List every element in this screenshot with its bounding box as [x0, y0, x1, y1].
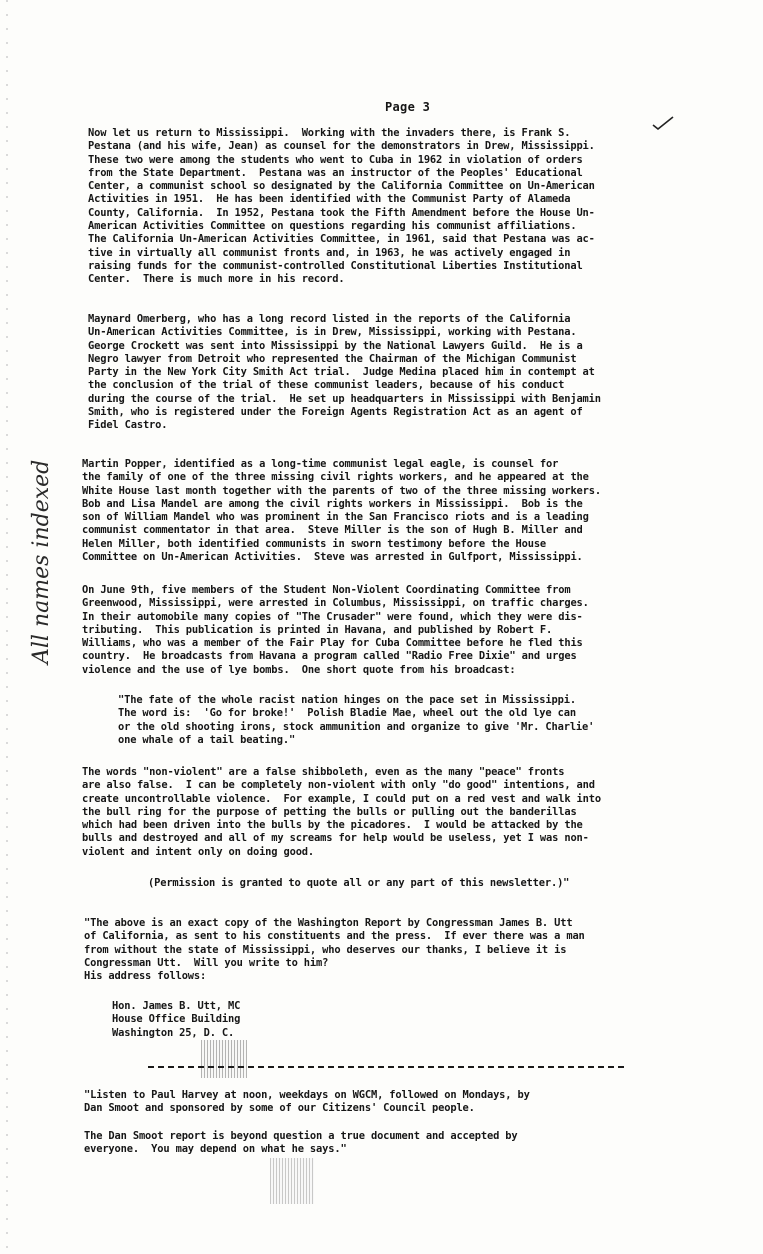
scan-artifact [201, 1040, 247, 1078]
dashed-divider [148, 1066, 624, 1068]
paragraph-omerberg: Maynard Omerberg, who has a long record listed in the reports of the California Un-American Activities Committee, is in Drew, Mississippi, working with Pestana. George Crockett was sent into Mississippi by the National Lawyers Guild. He is a Negro lawyer from Detroit who represented the Chairman of the Michigan Communist Party in the New York City Smith Act trial. Judge Medina placed him in contempt at the conclusion of the trial of these communist leaders, because of his conduct during the course of the trial. He set up headquarters in Mississippi with Benjamin Smith, who is registered under the Foreign Agents Registration Act as an agent of Fidel Castro. [88, 313, 601, 432]
paragraph-exact-copy: "The above is an exact copy of the Washington Report by Congressman James B. Utt of California, as sent to his constituents and the press. If ever there was a man from without the state of Mississippi, who deserves our thanks, I believe it is Congressman Utt. Will you write to him? His address follows: [84, 917, 585, 983]
scan-edge-artifact [6, 0, 8, 1254]
mailing-address: Hon. James B. Utt, MC House Office Building Washington 25, D. C. [112, 1000, 241, 1039]
paragraph-paul-harvey: "Listen to Paul Harvey at noon, weekdays on WGCM, followed on Mondays, by Dan Smoot and sponsored by some of our Citizens' Council people. [84, 1089, 530, 1115]
page-number: Page 3 [385, 100, 431, 114]
paragraph-popper: Martin Popper, identified as a long-time communist legal eagle, is counsel for the family of one of the three missing civil rights workers, and he appeared at the White House last month together with the parents of two of the three missing workers. Bob and Lisa Mandel are among the civil rights workers in Mississippi. Bob is the son of William Mandel who was prominent in the San Francisco riots and is a leading communist commentator in that area. Steve Miller is the son of Hugh B. Miller and Helen Miller, both identified communists in sworn testimony before the House Committee on Un-American Activities. Steve was arrested in Gulfport, Mississippi. [82, 458, 601, 564]
check-mark-icon [652, 116, 674, 130]
handwritten-margin-note: All names indexed [29, 459, 54, 664]
paragraph-pestana: Now let us return to Mississippi. Working with the invaders there, is Frank S. Pestana (and his wife, Jean) as counsel for the demonstrators in Drew, Mississippi. These two were among the students who went to Cuba in 1962 in violation of orders from the State Department. Pestana was an instructor of the Peoples' Educational Center, a communist school so designated by the California Committee on Un-American Activities in 1951. He has been identified with the Communist Party of Alameda County, California. In 1952, Pestana took the Fifth Amendment before the House Un- American Activities Committee on questions regarding his communist affiliations. The California Un-American Activities Committee, in 1961, said that Pestana was ac- tive in virtually all communist fronts and, in 1963, he was actively engaged in raising funds for the communist-controlled Constitutional Liberties Institutional Center. There is much more in his record. [88, 127, 595, 286]
paragraph-crusader: On June 9th, five members of the Student Non-Violent Coordinating Committee from Greenwood, Mississippi, were arrested in Columbus, Mississippi, on traffic charges. In their automobile many copies of "The Crusader" were found, which they were dis- tributing. This publication is printed in Havana, and published by Robert F. Williams, who was a member of the Fair Play for Cuba Committee before he fled this country. He broadcasts from Havana a program called "Radio Free Dixie" and urges violence and the use of lye bombs. One short quote from his broadcast: [82, 584, 589, 676]
paragraph-non-violent: The words "non-violent" are a false shibboleth, even as the many "peace" fronts are also false. I can be completely non-violent with only "do good" intentions, and create uncontrollable violence. For example, I could put on a red vest and walk into the bull ring for the purpose of petting the bulls or pulling out the banderillas which had been driven into the bulls by the picadores. I would be attacked by the bulls and destroyed and all of my screams for help would be useless, yet I was non- violent and intent only on doing good. [82, 766, 601, 858]
permission-note: (Permission is granted to quote all or any part of this newsletter.)" [148, 877, 570, 889]
scan-artifact [270, 1158, 314, 1204]
paragraph-dan-smoot: The Dan Smoot report is beyond question a true document and accepted by everyone. You may depend on what he says." [84, 1130, 518, 1156]
broadcast-quote: "The fate of the whole racist nation hinges on the pace set in Mississippi. The word is: 'Go for broke!' Polish Bladie Mae, wheel out the old lye can or the old shooting irons, stock ammunition and organize to give 'Mr. Charlie' one whale of a tail beating." [118, 694, 595, 746]
